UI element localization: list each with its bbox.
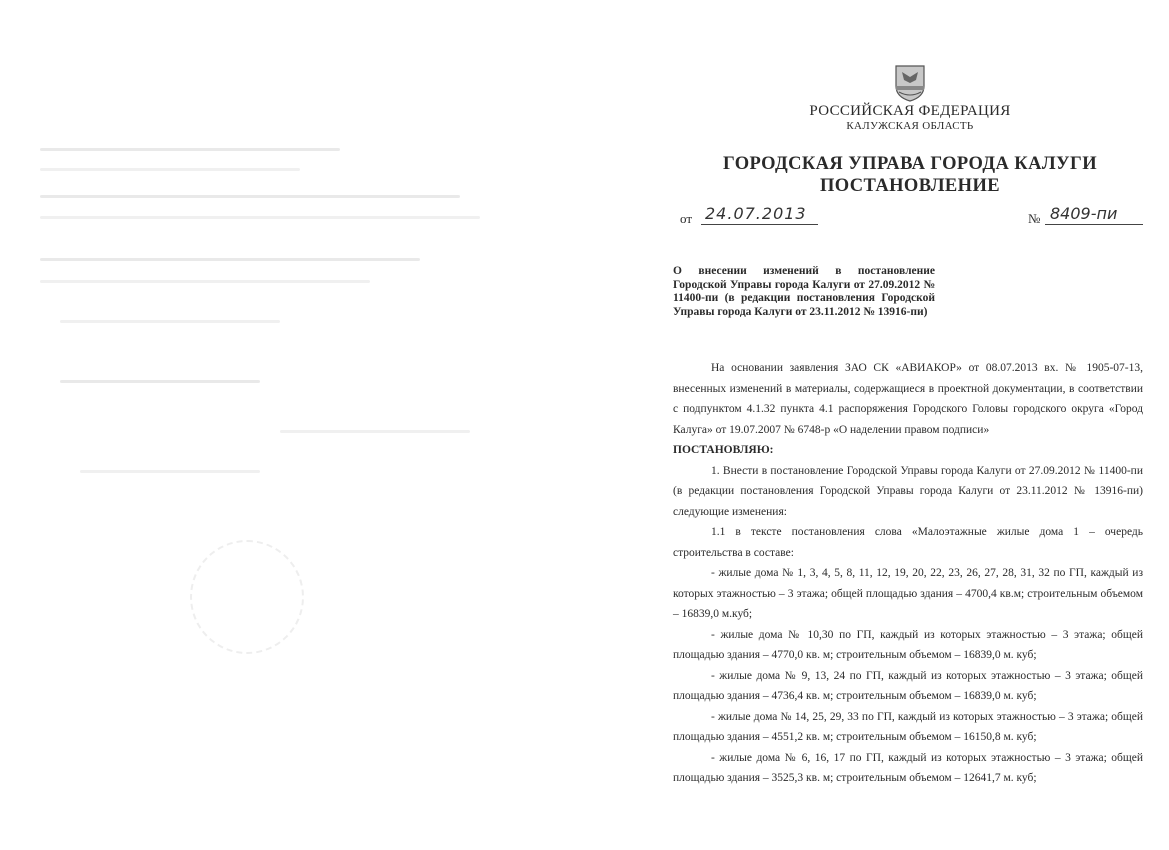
coat-of-arms-icon <box>893 64 927 102</box>
number-underline <box>1045 224 1143 225</box>
authority-heading: ГОРОДСКАЯ УПРАВА ГОРОДА КАЛУГИ <box>723 154 1097 174</box>
document-body <box>673 358 1143 789</box>
date-label: от <box>680 211 693 226</box>
region-heading: КАЛУЖСКАЯ ОБЛАСТЬ <box>846 120 974 132</box>
list-item: - жилые дома № 14, 25, 29, 33 по ГП, каждый из которых этажностью – 3 этажа; общей площадью здания – 4551,2 кв. м; строительным объемом – 16150,8 м. куб; <box>673 710 1143 743</box>
list-item: - жилые дома № 1, 3, 4, 5, 8, 11, 12, 19, 20, 22, 23, 26, 27, 28, 31, 32 по ГП, каждый из которых этажностью – 3 этажа; общей площадью здания – 4700,4 кв.м; строительным объемом – 16839,0 м.куб; <box>673 567 1143 620</box>
paragraph-item-1-1: 1.1 в тексте постановления слова «Малоэтажные жилые дома 1 – очередь строительства в составе: <box>673 526 1143 559</box>
date-value: 24.07.2013 <box>705 204 807 223</box>
list-item: - жилые дома № 10,30 по ГП, каждый из которых этажностью – 3 этажа; общей площадью здания – 4770,0 кв. м; строительным объемом – 16839,0 м. куб; <box>673 628 1143 661</box>
country-heading: РОССИЙСКАЯ ФЕДЕРАЦИЯ <box>809 103 1011 119</box>
document-type-heading: ПОСТАНОВЛЕНИЕ <box>819 176 1000 196</box>
number-label: № <box>1028 211 1041 226</box>
list-item: - жилые дома № 6, 16, 17 по ГП, каждый из которых этажностью – 3 этажа; общей площадью здания – 3525,3 кв. м; строительным объемом – 12641,7 м. куб; <box>673 751 1143 784</box>
date-underline <box>701 224 818 225</box>
paragraph-item-1: 1. Внести в постановление Городской Управы города Калуги от 27.09.2012 № 11400-пи (в редакции постановления Городской Управы города Калуги от 23.11.2012 № 13916-пи) следующие изменения: <box>673 464 1143 518</box>
list-item: - жилые дома № 9, 13, 24 по ГП, каждый из которых этажностью – 3 этажа; общей площадью здания – 4736,4 кв. м; строительным объемом – 16839,0 м. куб; <box>673 669 1143 702</box>
document-subject: О внесении изменений в постановление Городской Управы города Калуги от 27.09.2012 № 11400-пи (в редакции постановления Городской Управы города Калуги от 23.11.2012 № 13916-пи) <box>673 265 935 318</box>
paragraph-basis: На основании заявления ЗАО СК «АВИАКОР» от 08.07.2013 вх. № 1905-07-13, внесенных изменений в материалы, содержащиеся в проектной документации, в соответствии с подпунктом 4.1.32 пункта 4.1 распоряжения Городского Головы городского округа «Город Калуга» от 19.07.2007 № 6748-р «О наделении правом подписи» <box>673 362 1143 436</box>
resolve-heading: ПОСТАНОВЛЯЮ: <box>673 444 774 456</box>
number-value: 8409-пи <box>1050 204 1118 223</box>
